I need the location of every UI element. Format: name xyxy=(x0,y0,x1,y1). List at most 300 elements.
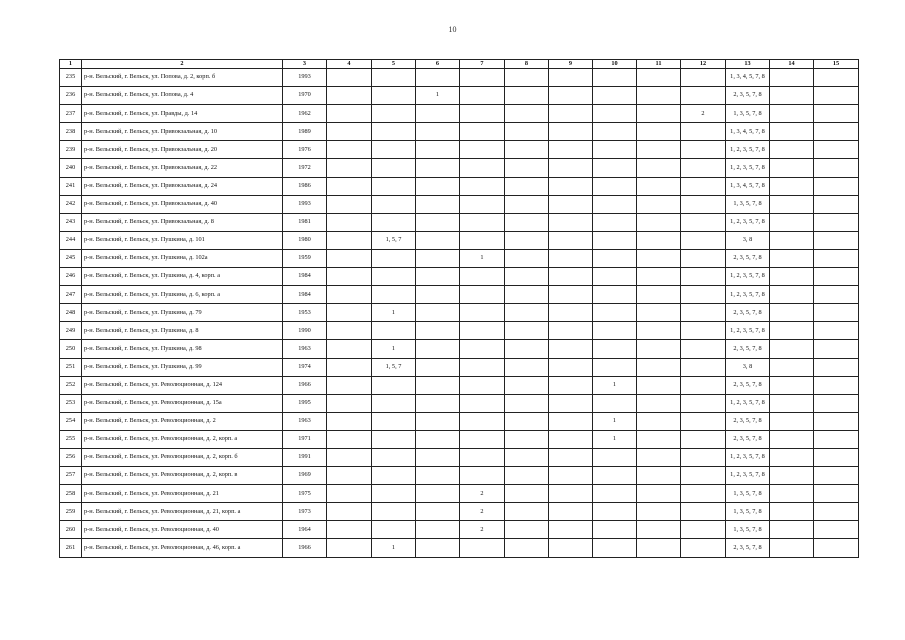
table-cell xyxy=(372,268,416,286)
table-cell: 1, 2, 3, 5, 7, 8 xyxy=(726,467,770,485)
table-cell xyxy=(814,286,859,304)
table-cell xyxy=(770,412,814,430)
table-cell: 1 xyxy=(460,249,505,267)
table-cell xyxy=(593,467,637,485)
table-cell xyxy=(416,177,460,195)
address-cell: р-н. Вельский, г. Вельск, ул. Пушкина, д. 6, корп. а xyxy=(82,286,283,304)
table-cell xyxy=(327,539,372,557)
table-cell xyxy=(416,322,460,340)
table-cell xyxy=(770,503,814,521)
table-cell xyxy=(593,268,637,286)
table-cell xyxy=(416,539,460,557)
table-cell xyxy=(372,195,416,213)
address-cell: р-н. Вельский, г. Вельск, ул. Революционная, д. 15а xyxy=(82,394,283,412)
table-cell xyxy=(460,69,505,87)
table-cell xyxy=(416,105,460,123)
table-cell: 1, 2, 3, 5, 7, 8 xyxy=(726,268,770,286)
table-cell: 1, 5, 7 xyxy=(372,231,416,249)
table-row xyxy=(60,69,859,87)
table-cell xyxy=(770,105,814,123)
table-cell xyxy=(505,87,549,105)
table-row xyxy=(60,105,859,123)
table-cell xyxy=(549,177,593,195)
address-cell: р-н. Вельский, г. Вельск, ул. Революционная, д. 2, корп. в xyxy=(82,467,283,485)
table-cell: 2, 3, 5, 7, 8 xyxy=(726,249,770,267)
table-cell xyxy=(814,539,859,557)
table-cell xyxy=(416,448,460,466)
table-cell xyxy=(637,177,681,195)
table-body xyxy=(60,69,859,558)
table-cell xyxy=(814,249,859,267)
row-number-cell: 259 xyxy=(60,503,82,521)
table-cell xyxy=(681,448,726,466)
header-row xyxy=(60,60,859,69)
table-cell xyxy=(770,376,814,394)
address-cell: р-н. Вельский, г. Вельск, ул. Пушкина, д. 99 xyxy=(82,358,283,376)
table-cell xyxy=(416,467,460,485)
table-cell xyxy=(416,123,460,141)
table-cell xyxy=(549,304,593,322)
table-cell xyxy=(460,231,505,249)
table-cell xyxy=(770,394,814,412)
table-cell xyxy=(814,340,859,358)
row-number-cell: 237 xyxy=(60,105,82,123)
table-cell xyxy=(770,286,814,304)
table-cell xyxy=(637,195,681,213)
table-cell xyxy=(549,521,593,539)
table-cell xyxy=(327,430,372,448)
year-cell: 1959 xyxy=(283,249,327,267)
address-cell: р-н. Вельский, г. Вельск, ул. Привокзальная, д. 20 xyxy=(82,141,283,159)
year-cell: 1993 xyxy=(283,69,327,87)
table-row xyxy=(60,322,859,340)
table-cell: 1, 3, 5, 7, 8 xyxy=(726,485,770,503)
table-cell xyxy=(505,503,549,521)
table-cell xyxy=(505,231,549,249)
address-cell: р-н. Вельский, г. Вельск, ул. Пушкина, д. 4, корп. а xyxy=(82,268,283,286)
row-number-cell: 239 xyxy=(60,141,82,159)
table-cell: 2, 3, 5, 7, 8 xyxy=(726,412,770,430)
table-cell xyxy=(505,376,549,394)
row-number-cell: 247 xyxy=(60,286,82,304)
table-cell xyxy=(460,141,505,159)
register-table xyxy=(59,59,859,558)
table-cell xyxy=(372,376,416,394)
table-cell xyxy=(770,322,814,340)
table-cell xyxy=(505,177,549,195)
table-row xyxy=(60,231,859,249)
address-cell: р-н. Вельский, г. Вельск, ул. Революционная, д. 21, корп. а xyxy=(82,503,283,521)
table-cell xyxy=(681,123,726,141)
table-cell xyxy=(372,177,416,195)
address-cell: р-н. Вельский, г. Вельск, ул. Революционная, д. 2, корп. а xyxy=(82,430,283,448)
table-cell xyxy=(770,141,814,159)
row-number-cell: 251 xyxy=(60,358,82,376)
table-cell xyxy=(637,322,681,340)
table-cell: 1, 2, 3, 5, 7, 8 xyxy=(726,213,770,231)
table-cell xyxy=(681,268,726,286)
year-cell: 1976 xyxy=(283,141,327,159)
table-cell xyxy=(681,195,726,213)
table-cell xyxy=(637,394,681,412)
table-cell xyxy=(460,177,505,195)
table-cell xyxy=(637,539,681,557)
table-cell xyxy=(593,123,637,141)
table-cell xyxy=(372,123,416,141)
table-cell xyxy=(460,123,505,141)
table-cell xyxy=(593,159,637,177)
table-cell xyxy=(505,69,549,87)
table-cell xyxy=(372,467,416,485)
table-cell xyxy=(505,521,549,539)
year-cell: 1971 xyxy=(283,430,327,448)
table-cell xyxy=(505,412,549,430)
table-cell xyxy=(460,304,505,322)
table-cell xyxy=(637,412,681,430)
table-cell xyxy=(327,69,372,87)
table-cell xyxy=(372,503,416,521)
table-cell xyxy=(416,503,460,521)
table-cell xyxy=(372,412,416,430)
table-cell xyxy=(637,249,681,267)
table-cell xyxy=(814,105,859,123)
table-cell xyxy=(681,394,726,412)
row-number-cell: 252 xyxy=(60,376,82,394)
table-cell xyxy=(327,448,372,466)
column-header-13: 13 xyxy=(726,60,770,69)
table-cell xyxy=(327,141,372,159)
table-cell xyxy=(327,87,372,105)
table-cell xyxy=(372,448,416,466)
table-cell xyxy=(593,213,637,231)
table-cell xyxy=(814,123,859,141)
table-cell xyxy=(460,195,505,213)
table-cell xyxy=(372,485,416,503)
table-cell: 2, 3, 5, 7, 8 xyxy=(726,539,770,557)
table-cell xyxy=(637,485,681,503)
table-cell xyxy=(637,105,681,123)
table-cell: 2, 3, 5, 7, 8 xyxy=(726,87,770,105)
table-cell xyxy=(327,412,372,430)
table-row xyxy=(60,87,859,105)
table-cell xyxy=(549,159,593,177)
column-header-4: 4 xyxy=(327,60,372,69)
address-cell: р-н. Вельский, г. Вельск, ул. Привокзальная, д. 22 xyxy=(82,159,283,177)
table-cell xyxy=(681,503,726,521)
table-cell xyxy=(327,177,372,195)
table-cell xyxy=(505,358,549,376)
table-cell xyxy=(637,69,681,87)
table-cell xyxy=(549,195,593,213)
table-cell xyxy=(593,322,637,340)
table-cell xyxy=(372,159,416,177)
table-cell xyxy=(814,159,859,177)
table-cell: 3, 8 xyxy=(726,358,770,376)
table-cell xyxy=(505,105,549,123)
table-cell xyxy=(814,430,859,448)
table-cell xyxy=(681,249,726,267)
row-number-cell: 260 xyxy=(60,521,82,539)
table-cell: 1, 2, 3, 5, 7, 8 xyxy=(726,141,770,159)
table-cell xyxy=(460,448,505,466)
table-cell xyxy=(814,177,859,195)
table-cell xyxy=(416,304,460,322)
table-cell xyxy=(372,105,416,123)
year-cell: 1986 xyxy=(283,177,327,195)
table-cell xyxy=(814,322,859,340)
table-cell: 1, 2, 3, 5, 7, 8 xyxy=(726,286,770,304)
row-number-cell: 238 xyxy=(60,123,82,141)
table-cell: 2 xyxy=(460,521,505,539)
row-number-cell: 255 xyxy=(60,430,82,448)
table-cell xyxy=(549,286,593,304)
table-cell xyxy=(770,195,814,213)
table-cell xyxy=(327,340,372,358)
table-cell xyxy=(416,521,460,539)
table-cell xyxy=(681,159,726,177)
table-cell xyxy=(681,141,726,159)
address-cell: р-н. Вельский, г. Вельск, ул. Революционная, д. 2 xyxy=(82,412,283,430)
table-cell xyxy=(372,394,416,412)
table-cell xyxy=(770,521,814,539)
row-number-cell: 235 xyxy=(60,69,82,87)
table-cell xyxy=(416,249,460,267)
table-cell xyxy=(549,69,593,87)
table-cell xyxy=(593,340,637,358)
table-cell xyxy=(593,448,637,466)
table-cell xyxy=(505,268,549,286)
table-cell xyxy=(372,430,416,448)
table-cell xyxy=(505,448,549,466)
table-cell xyxy=(327,304,372,322)
table-cell xyxy=(814,358,859,376)
table-cell xyxy=(505,467,549,485)
column-header-6: 6 xyxy=(416,60,460,69)
table-cell xyxy=(327,286,372,304)
table-cell xyxy=(770,231,814,249)
table-cell xyxy=(549,249,593,267)
table-cell xyxy=(460,286,505,304)
table-cell xyxy=(460,376,505,394)
table-cell xyxy=(416,340,460,358)
table-cell xyxy=(372,69,416,87)
year-cell: 1980 xyxy=(283,231,327,249)
table-cell: 1, 2, 3, 5, 7, 8 xyxy=(726,448,770,466)
year-cell: 1969 xyxy=(283,467,327,485)
table-cell xyxy=(681,286,726,304)
year-cell: 1989 xyxy=(283,123,327,141)
table-cell xyxy=(593,485,637,503)
table-cell xyxy=(460,430,505,448)
table-cell xyxy=(814,304,859,322)
table-row xyxy=(60,430,859,448)
table-cell xyxy=(549,448,593,466)
table-cell xyxy=(593,358,637,376)
table-cell xyxy=(637,123,681,141)
table-header xyxy=(60,60,859,69)
table-cell xyxy=(416,69,460,87)
row-number-cell: 253 xyxy=(60,394,82,412)
table-cell: 2, 3, 5, 7, 8 xyxy=(726,340,770,358)
table-cell xyxy=(593,69,637,87)
table-cell xyxy=(505,304,549,322)
table-row xyxy=(60,358,859,376)
column-header-12: 12 xyxy=(681,60,726,69)
table-row xyxy=(60,467,859,485)
table-cell xyxy=(505,141,549,159)
table-cell xyxy=(770,448,814,466)
table-cell xyxy=(505,249,549,267)
table-cell xyxy=(416,358,460,376)
table-cell: 1 xyxy=(593,376,637,394)
address-cell: р-н. Вельский, г. Вельск, ул. Правды, д. 14 xyxy=(82,105,283,123)
table-row xyxy=(60,412,859,430)
table-cell xyxy=(681,485,726,503)
table-cell xyxy=(327,394,372,412)
table-cell xyxy=(372,87,416,105)
year-cell: 1966 xyxy=(283,376,327,394)
table-cell xyxy=(460,268,505,286)
table-row xyxy=(60,268,859,286)
table-cell xyxy=(814,394,859,412)
year-cell: 1991 xyxy=(283,448,327,466)
table-cell xyxy=(814,195,859,213)
table-cell xyxy=(416,231,460,249)
table-cell xyxy=(416,286,460,304)
table-cell: 1, 2, 3, 5, 7, 8 xyxy=(726,322,770,340)
row-number-cell: 249 xyxy=(60,322,82,340)
table-cell xyxy=(770,159,814,177)
column-header-3: 3 xyxy=(283,60,327,69)
table-cell xyxy=(770,430,814,448)
table-cell xyxy=(549,340,593,358)
table-cell xyxy=(416,159,460,177)
table-cell: 1, 3, 5, 7, 8 xyxy=(726,105,770,123)
address-cell: р-н. Вельский, г. Вельск, ул. Революционная, д. 124 xyxy=(82,376,283,394)
table-cell: 1, 2, 3, 5, 7, 8 xyxy=(726,159,770,177)
year-cell: 1953 xyxy=(283,304,327,322)
table-cell xyxy=(505,159,549,177)
table-cell xyxy=(593,286,637,304)
table-cell xyxy=(416,376,460,394)
address-cell: р-н. Вельский, г. Вельск, ул. Революционная, д. 2, корп. б xyxy=(82,448,283,466)
row-number-cell: 257 xyxy=(60,467,82,485)
table-row xyxy=(60,539,859,557)
column-header-10: 10 xyxy=(593,60,637,69)
table-cell xyxy=(681,358,726,376)
table-cell: 1, 3, 4, 5, 7, 8 xyxy=(726,69,770,87)
table-cell xyxy=(681,213,726,231)
column-header-2: 2 xyxy=(82,60,283,69)
table-row xyxy=(60,213,859,231)
table-cell: 1 xyxy=(593,430,637,448)
table-row xyxy=(60,485,859,503)
table-cell xyxy=(681,430,726,448)
table-cell xyxy=(416,485,460,503)
table-cell xyxy=(770,123,814,141)
table-cell xyxy=(372,249,416,267)
table-row xyxy=(60,249,859,267)
table-cell xyxy=(814,87,859,105)
table-cell xyxy=(637,213,681,231)
table-cell xyxy=(460,412,505,430)
column-header-9: 9 xyxy=(549,60,593,69)
table-cell xyxy=(327,358,372,376)
row-number-cell: 250 xyxy=(60,340,82,358)
table-cell xyxy=(593,231,637,249)
address-cell: р-н. Вельский, г. Вельск, ул. Революционная, д. 40 xyxy=(82,521,283,539)
table-cell: 2 xyxy=(460,503,505,521)
table-cell xyxy=(549,485,593,503)
table-cell xyxy=(505,123,549,141)
table-cell xyxy=(505,195,549,213)
year-cell: 1972 xyxy=(283,159,327,177)
table-cell xyxy=(770,213,814,231)
table-cell xyxy=(549,213,593,231)
row-number-cell: 243 xyxy=(60,213,82,231)
table-cell xyxy=(770,340,814,358)
table-row xyxy=(60,286,859,304)
year-cell: 1984 xyxy=(283,286,327,304)
table-cell xyxy=(681,177,726,195)
table-cell xyxy=(814,268,859,286)
table-cell xyxy=(637,340,681,358)
table-cell: 1 xyxy=(372,304,416,322)
table-cell xyxy=(549,268,593,286)
table-cell xyxy=(549,503,593,521)
table-cell xyxy=(637,231,681,249)
row-number-cell: 246 xyxy=(60,268,82,286)
table-row xyxy=(60,304,859,322)
table-cell xyxy=(549,87,593,105)
table-cell xyxy=(593,105,637,123)
row-number-cell: 248 xyxy=(60,304,82,322)
table-cell: 1, 3, 5, 7, 8 xyxy=(726,503,770,521)
table-cell xyxy=(327,485,372,503)
table-cell xyxy=(505,430,549,448)
table-cell xyxy=(416,268,460,286)
table-cell xyxy=(549,412,593,430)
row-number-cell: 261 xyxy=(60,539,82,557)
year-cell: 1974 xyxy=(283,358,327,376)
table-cell xyxy=(770,467,814,485)
table-row xyxy=(60,141,859,159)
table-cell xyxy=(460,467,505,485)
table-cell xyxy=(681,231,726,249)
column-header-8: 8 xyxy=(505,60,549,69)
table-cell xyxy=(372,141,416,159)
table-cell xyxy=(637,448,681,466)
table-cell xyxy=(327,268,372,286)
page-number: 10 xyxy=(448,25,457,34)
table-cell xyxy=(549,539,593,557)
year-cell: 1966 xyxy=(283,539,327,557)
table-cell xyxy=(681,376,726,394)
table-cell xyxy=(593,521,637,539)
table-cell xyxy=(416,412,460,430)
table-cell xyxy=(770,304,814,322)
table-cell xyxy=(460,87,505,105)
table-cell xyxy=(593,249,637,267)
table-cell xyxy=(505,485,549,503)
table-cell xyxy=(327,159,372,177)
table-cell xyxy=(770,358,814,376)
table-cell xyxy=(549,231,593,249)
year-cell: 1984 xyxy=(283,268,327,286)
table-cell xyxy=(637,286,681,304)
table-cell: 2, 3, 5, 7, 8 xyxy=(726,304,770,322)
table-cell: 1, 3, 4, 5, 7, 8 xyxy=(726,123,770,141)
